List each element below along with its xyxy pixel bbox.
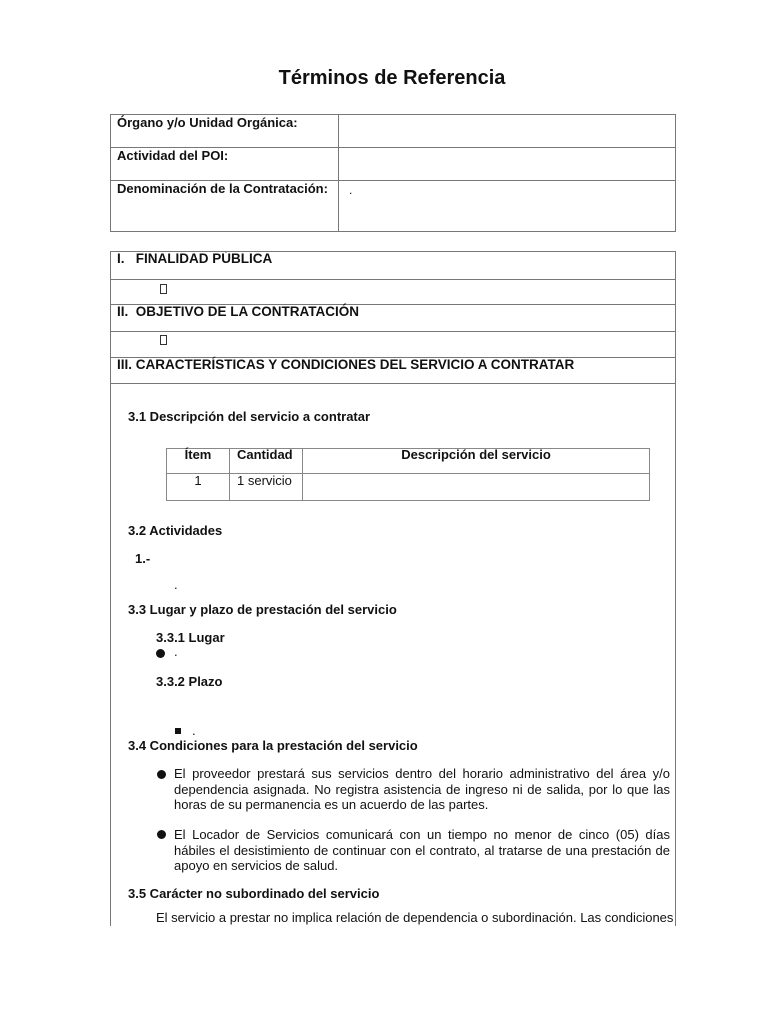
activity-number: 1.- [135, 551, 151, 566]
service-table-header [167, 449, 649, 473]
col-descripcion-header: Descripción del servicio [401, 447, 551, 462]
subheading-3-4: 3.4 Condiciones para la prestación del servicio [128, 738, 418, 753]
condition-paragraph-2: El Locador de Servicios comunicará con un tiempo no menor de cinco (05) días hábiles el desistimiento de continuar con el contrato, al tratarse de una prestación de apoyo en servicios de salud. [174, 827, 670, 873]
info-row-organo [111, 115, 675, 147]
info-table [110, 114, 676, 232]
square-bullet-icon [175, 728, 181, 734]
condition-paragraph-1: El proveedor prestará sus servicios dentro del horario administrativo del área y/o dependencia asignada. No registra asistencia de ingreso ni de salida, por lo que las horas de su permanencia es un acuerdo de las partes. [174, 766, 670, 812]
section-caracteristicas [111, 358, 675, 384]
section-heading: I. FINALIDAD PÚBLICA [117, 251, 273, 266]
info-row-denominacion [111, 180, 675, 231]
placeholder-glyph-icon [160, 284, 167, 294]
cell-descripcion [303, 474, 649, 500]
section-objetivo [111, 305, 675, 332]
service-table-row [167, 473, 649, 500]
section-heading: III. CARACTERÍSTICAS Y CONDICIONES DEL SERVICIO A CONTRATAR [117, 357, 575, 372]
col-item-header: Ítem [167, 449, 230, 473]
subheading-3-3-1: 3.3.1 Lugar [156, 630, 225, 645]
section-finalidad [111, 252, 675, 280]
info-value: . [349, 183, 353, 197]
section-finalidad-body [111, 280, 675, 305]
subheading-3-5: 3.5 Carácter no subordinado del servicio [128, 886, 380, 901]
info-row-actividad [111, 147, 675, 180]
bullet-icon [156, 649, 165, 658]
closing-paragraph: El servicio a prestar no implica relación de dependencia o subordinación. Las condiciones [156, 910, 674, 925]
col-cantidad-header: Cantidad [230, 449, 303, 473]
subheading-3-3: 3.3 Lugar y plazo de prestación del servicio [128, 602, 397, 617]
service-table [166, 448, 650, 501]
bullet-icon [157, 830, 166, 839]
subheading-3-2: 3.2 Actividades [128, 523, 223, 538]
cell-item: 1 [167, 474, 230, 500]
cell-cantidad: 1 servicio [230, 474, 303, 500]
main-section-box [110, 251, 676, 926]
info-value [339, 115, 675, 147]
plazo-value: . [192, 723, 196, 738]
info-value [339, 148, 675, 180]
placeholder-glyph-icon [160, 335, 167, 345]
bullet-icon [157, 770, 166, 779]
document-title: Términos de Referencia [278, 67, 506, 89]
section-objetivo-body [111, 332, 675, 358]
lugar-value: . [174, 644, 178, 659]
info-label: Actividad del POI: [111, 148, 339, 180]
subheading-3-3-2: 3.3.2 Plazo [156, 674, 223, 689]
info-label: Órgano y/o Unidad Orgánica: [111, 115, 339, 147]
activity-placeholder: . [174, 577, 178, 592]
info-label: Denominación de la Contratación: [111, 181, 339, 231]
section-heading: II. OBJETIVO DE LA CONTRATACIÓN [117, 304, 360, 319]
subheading-3-1: 3.1 Descripción del servicio a contratar [128, 409, 371, 424]
